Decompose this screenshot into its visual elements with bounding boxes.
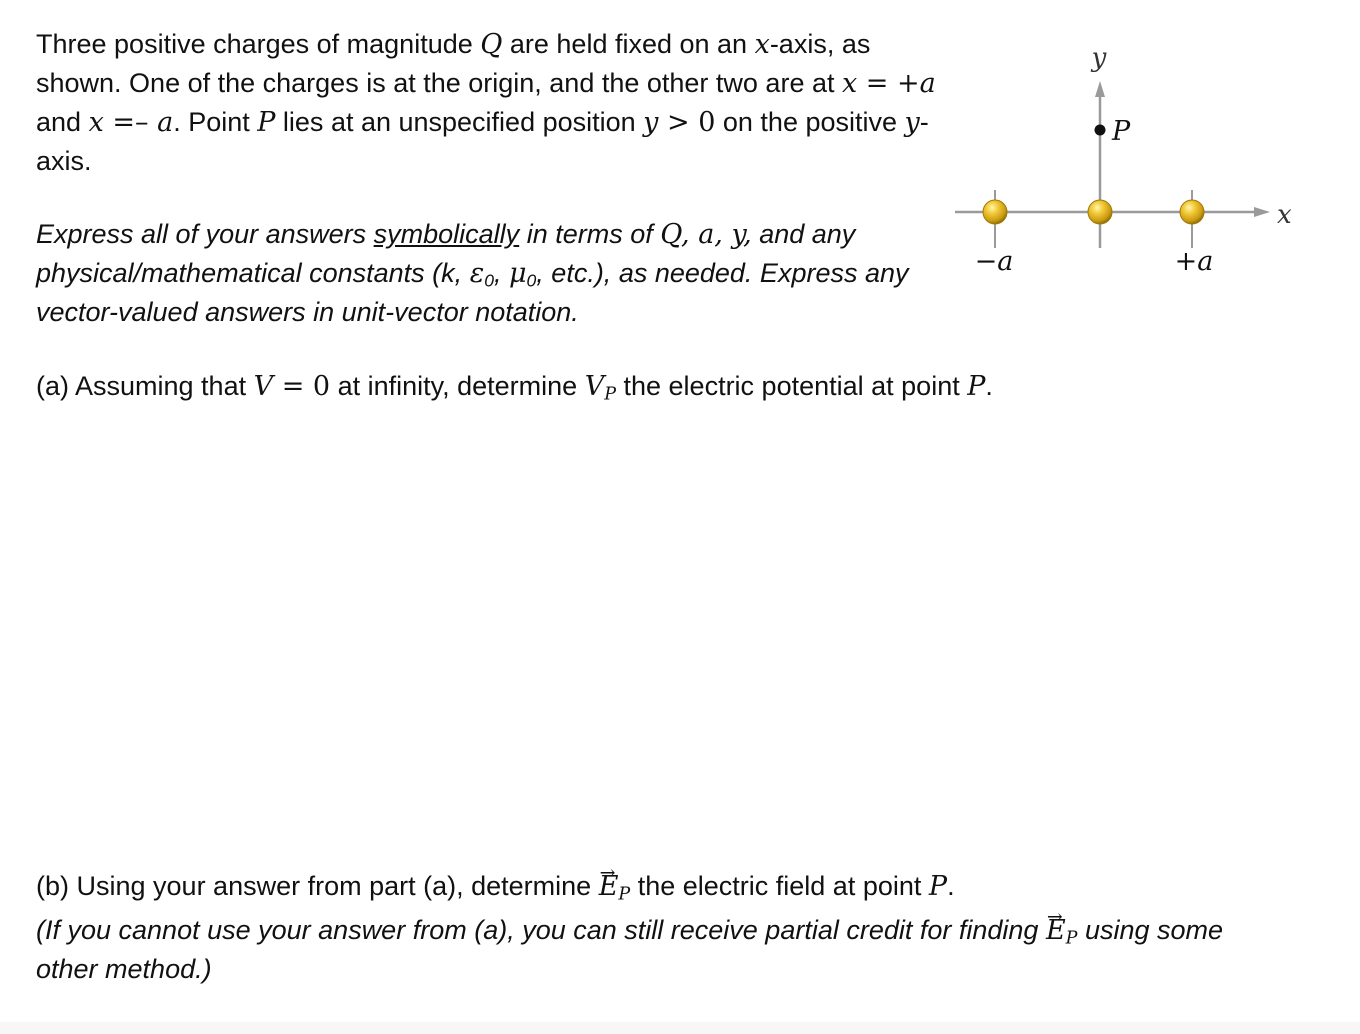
point-P-dot [1095,125,1106,136]
label-pos-a: +a [1174,246,1214,277]
label-neg-a: −a [974,246,1014,277]
y-axis-label: y [1091,43,1107,73]
x-axis-label: x [1277,200,1292,230]
charge-neg-a [983,200,1007,224]
question-part-b-note: (If you cannot use your answer from (a), you can still receive partial credit for finding → $E_P$ using some other method.) [36,911,1286,988]
page-bottom-edge [0,1022,1360,1034]
point-P-label: P [1112,116,1131,147]
charge-diagram [930,30,1310,290]
question-part-a: (a) Assuming that V = 0 at infinity, determine $V_P$ the electric potential at point P. [36,371,993,405]
underlined-symbolically: symbolically [373,219,520,249]
charge-pos-a [1180,200,1204,224]
x-axis-arrow-icon [1254,207,1270,217]
charge-origin [1088,200,1112,224]
math-Q: Q [480,29,503,60]
vector-E-symbol: → E [1046,912,1066,950]
instructions-text: Express all of your answers symbolically in terms of Q, a, y, and any physical/mathematical constants (k, $\varepsilon_0$, $\mu_0$, etc.), as needed. Express any vector-valued answers in unit-vector notation. [36,219,909,327]
y-axis-arrow-icon [1095,81,1105,97]
problem-intro-text: Three positive charges of magnitude Q are held fixed on an x-axis, as shown. One of the charges is at the origin, and the other two are at x = +a and x =– a. Point P lies at an unspecified position y > 0 on the positive y-axis. [36,29,936,176]
vector-E-symbol: → E [599,868,619,906]
question-part-b: (b) Using your answer from part (a), determine → $E_P$ the electric field at point P. [36,867,1286,906]
